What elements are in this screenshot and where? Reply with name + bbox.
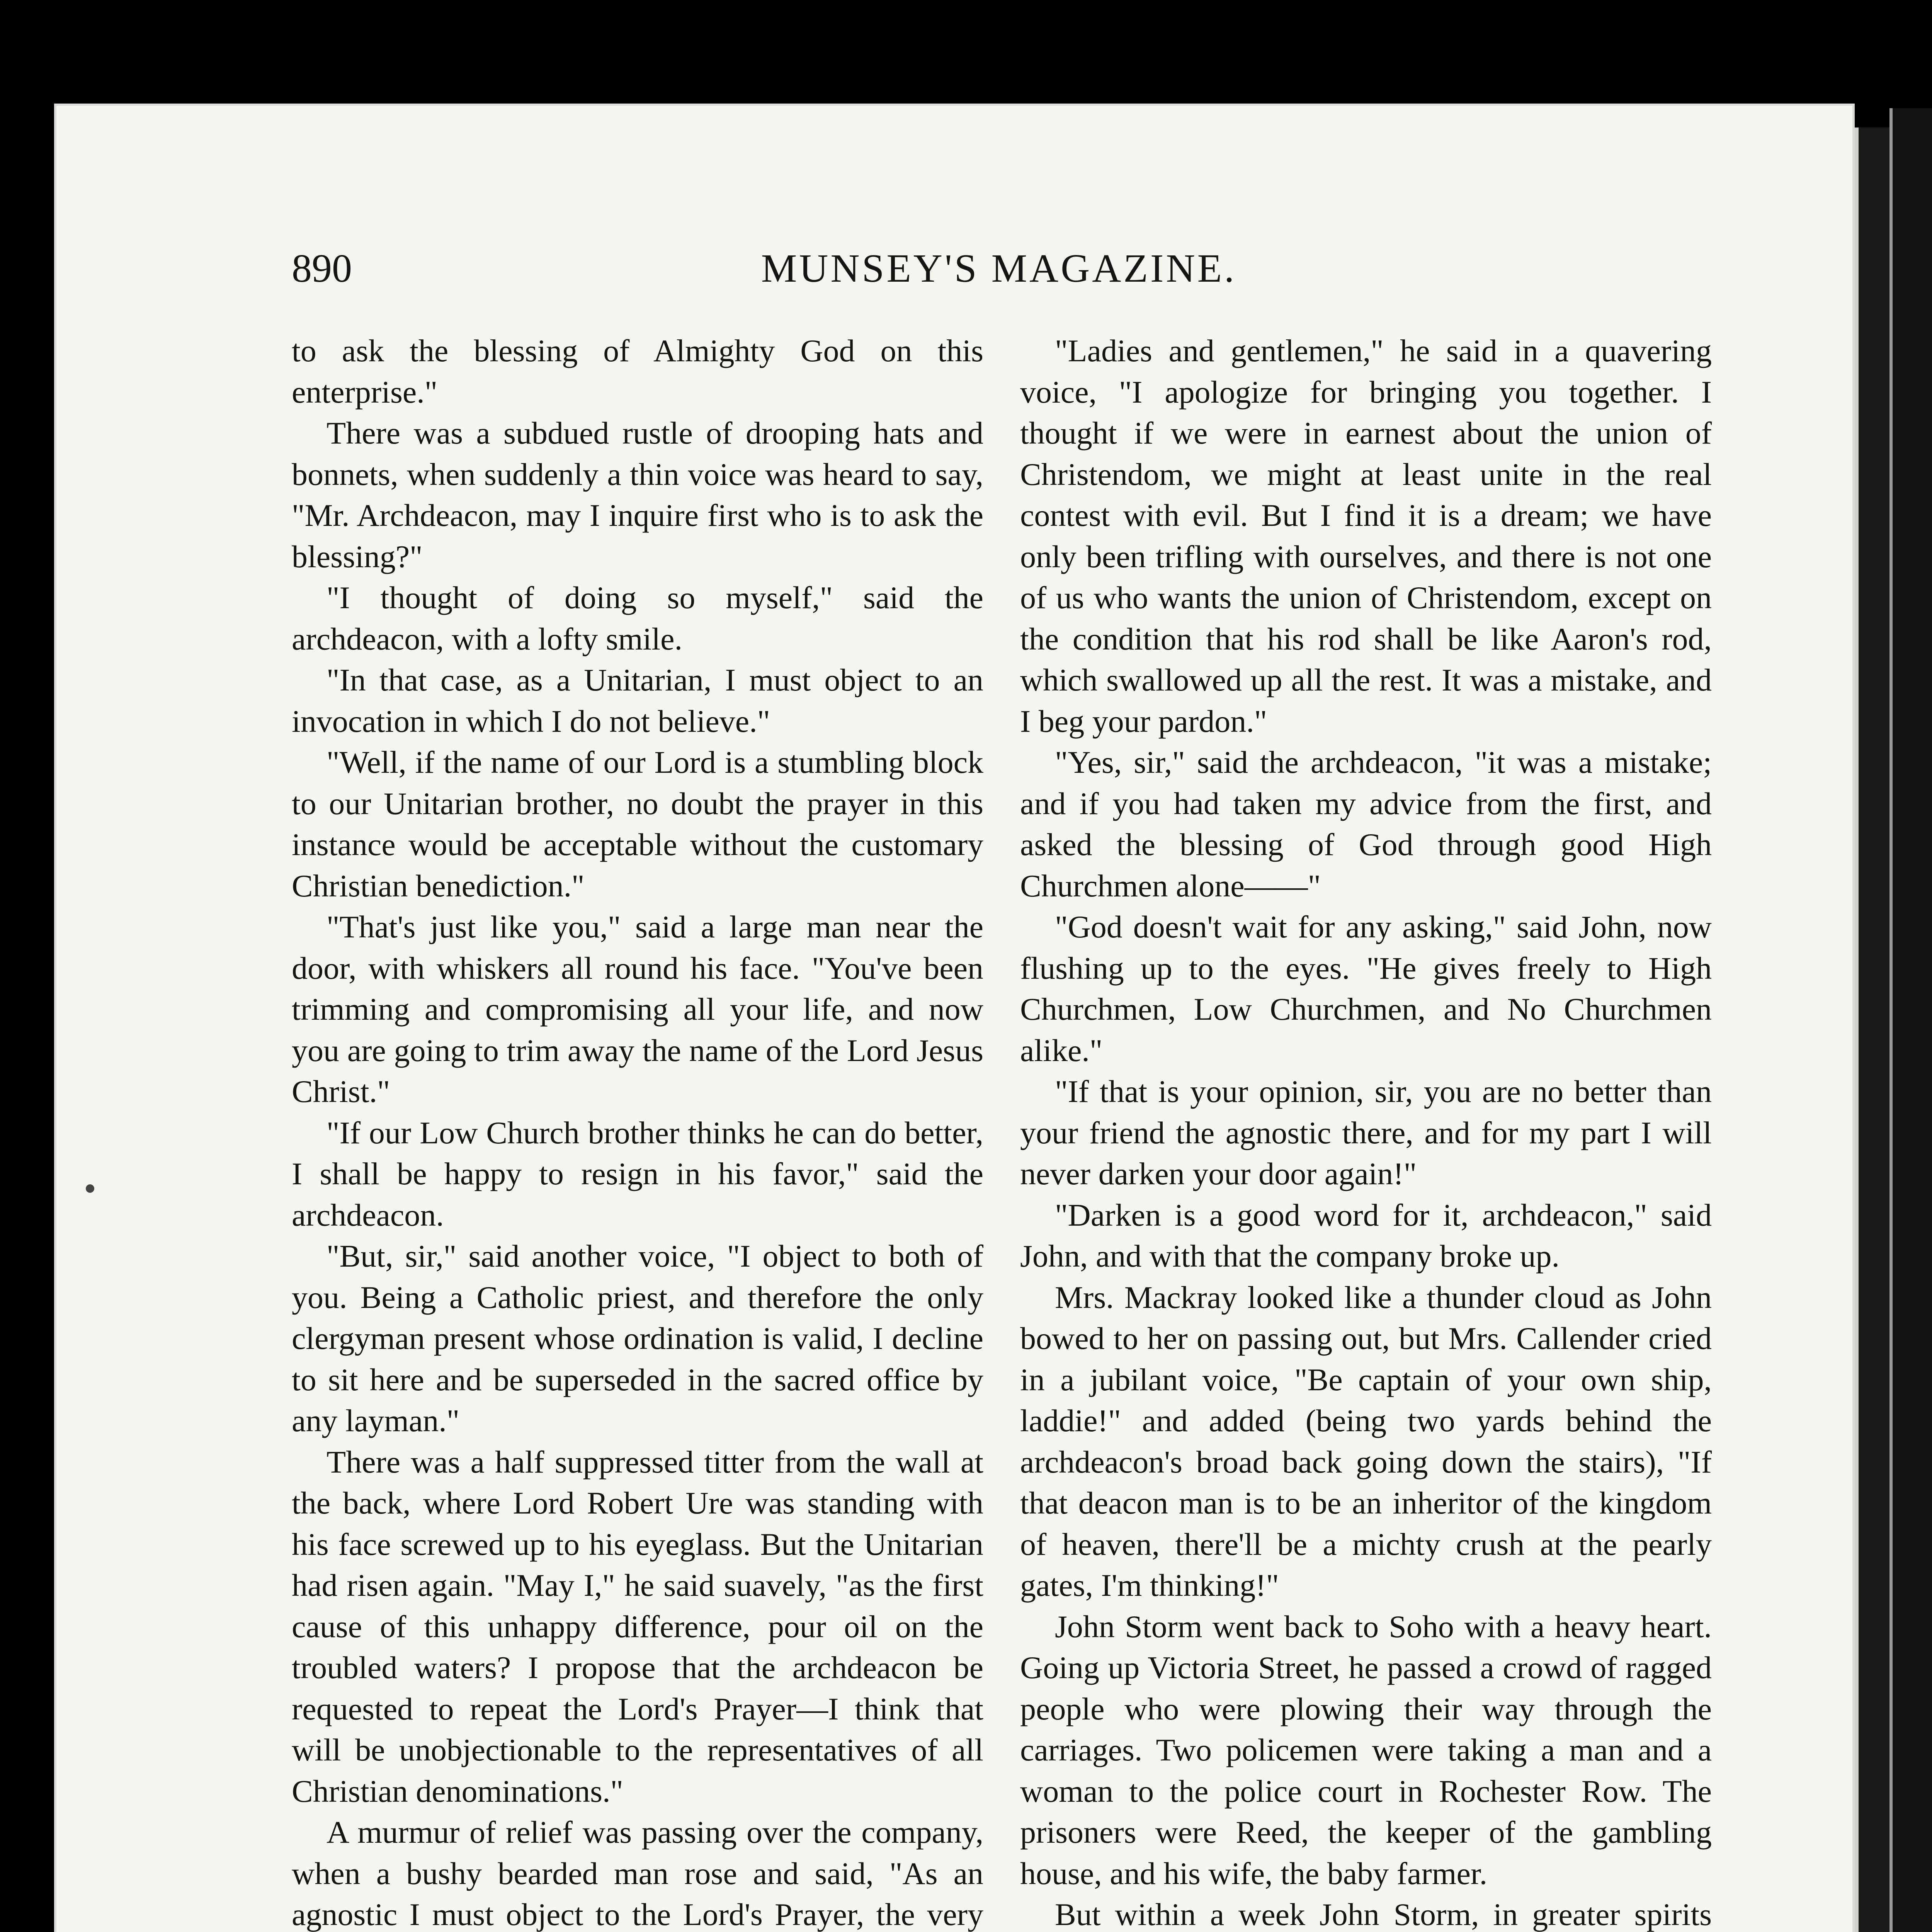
paragraph: to ask the blessing of Almighty God on this enterprise."	[292, 333, 983, 410]
paragraph: "God doesn't wait for any asking," said John, now flushing up to the eyes. "He gives freely to High Churchmen, Low Churchmen, and No Churchmen alike."	[1020, 909, 1712, 1068]
paragraph: "That's just like you," said a large man near the door, with whiskers all round his face. "You've been trimming and compromising all your life, and now you are going to trim away the name of the Lord Jesus Christ."	[292, 909, 983, 1109]
paragraph: "But, sir," said another voice, "I object to both of you. Being a Catholic priest, and therefore the only clergyman present whose ordination is valid, I decline to sit here and be superseded in the sacred office by any layman."	[292, 1238, 983, 1438]
print-speck	[86, 1184, 94, 1193]
running-header	[292, 245, 1706, 296]
paragraph: There was a half suppressed titter from the wall at the back, where Lord Robert Ure was standing with his face screwed up to his eyeglass. But the Unitarian had risen again. "May I," he said suavely, "as the first cause of this unhappy difference, pour oil on the troubled waters? I propose that the archdeacon be requested to repeat the Lord's Prayer—I think that will be unobjectionable to the representatives of all Christian denominations."	[292, 1444, 983, 1809]
facing-page-edge	[1855, 128, 1889, 1932]
paragraph: "Ladies and gentlemen," he said in a quavering voice, "I apologize for bringing you together. I thought if we were in earnest about the union of Christendom, we might at least unite in the real contest with evil. But I find it is a dream; we have only been trifling with ourselves, and there is not one of us who wants the union of Christendom, except on the condition that his rod shall be like Aaron's rod, which swallowed up all the rest. It was a mistake, and I beg your pardon."	[1020, 333, 1712, 739]
paragraph: "Darken is a good word for it, archdeacon," said John, and with that the company broke up.	[1020, 1197, 1712, 1274]
paragraph: A murmur of relief was passing over the company, when a bushy bearded man rose and said, "As an agnostic I must object to the Lord's Prayer, the very	[292, 1815, 983, 1932]
left-column	[292, 330, 983, 1932]
paragraph: There was a subdued rustle of drooping hats and bonnets, when suddenly a thin voice was heard to say, "Mr. Archdeacon, may I inquire first who is to ask the blessing?"	[292, 415, 983, 574]
paragraph: "If that is your opinion, sir, you are no better than your friend the agnostic there, and for my part I will never darken your door again!"	[1020, 1074, 1712, 1191]
paragraph: "Yes, sir," said the archdeacon, "it was a mistake; and if you had taken my advice from the first, and asked the blessing of God through good High Churchmen alone——"	[1020, 745, 1712, 903]
magazine-title: MUNSEY'S MAGAZINE.	[761, 246, 1237, 291]
paragraph: But within a week John Storm, in greater spirits	[1055, 1897, 1712, 1932]
scan-background-edge	[1889, 108, 1932, 1932]
paragraph: "In that case, as a Unitarian, I must object to an invocation in which I do not believe."	[292, 662, 983, 739]
paragraph: Mrs. Mackray looked like a thunder cloud as John bowed to her on passing out, but Mrs. Callender cried in a jubilant voice, "Be captain of your own ship, laddie!" and added (being two yards behind the archdeacon's broad back going down the stairs), "If that deacon man is to be an inheritor of the kingdom of heaven, there'll be a michty crush at the pearly gates, I'm thinking!"	[1020, 1279, 1712, 1603]
right-column	[1020, 330, 1712, 1932]
paragraph: John Storm went back to Soho with a heavy heart. Going up Victoria Street, he passed a crowd of ragged people who were plowing their way through the carriages. Two policemen were taking a man and a woman to the police court in Rochester Row. The prisoners were Reed, the keeper of the gambling house, and his wife, the baby farmer.	[1020, 1609, 1712, 1891]
page-number: 890	[292, 246, 352, 291]
paragraph: "Well, if the name of our Lord is a stumbling block to our Unitarian brother, no doubt the prayer in this instance would be acceptable without the customary Christian benediction."	[292, 745, 983, 903]
paragraph: "If our Low Church brother thinks he can do better, I shall be happy to resign in his favor," said the archdeacon.	[292, 1115, 983, 1233]
paragraph: "I thought of doing so myself," said the archdeacon, with a lofty smile.	[292, 580, 983, 656]
